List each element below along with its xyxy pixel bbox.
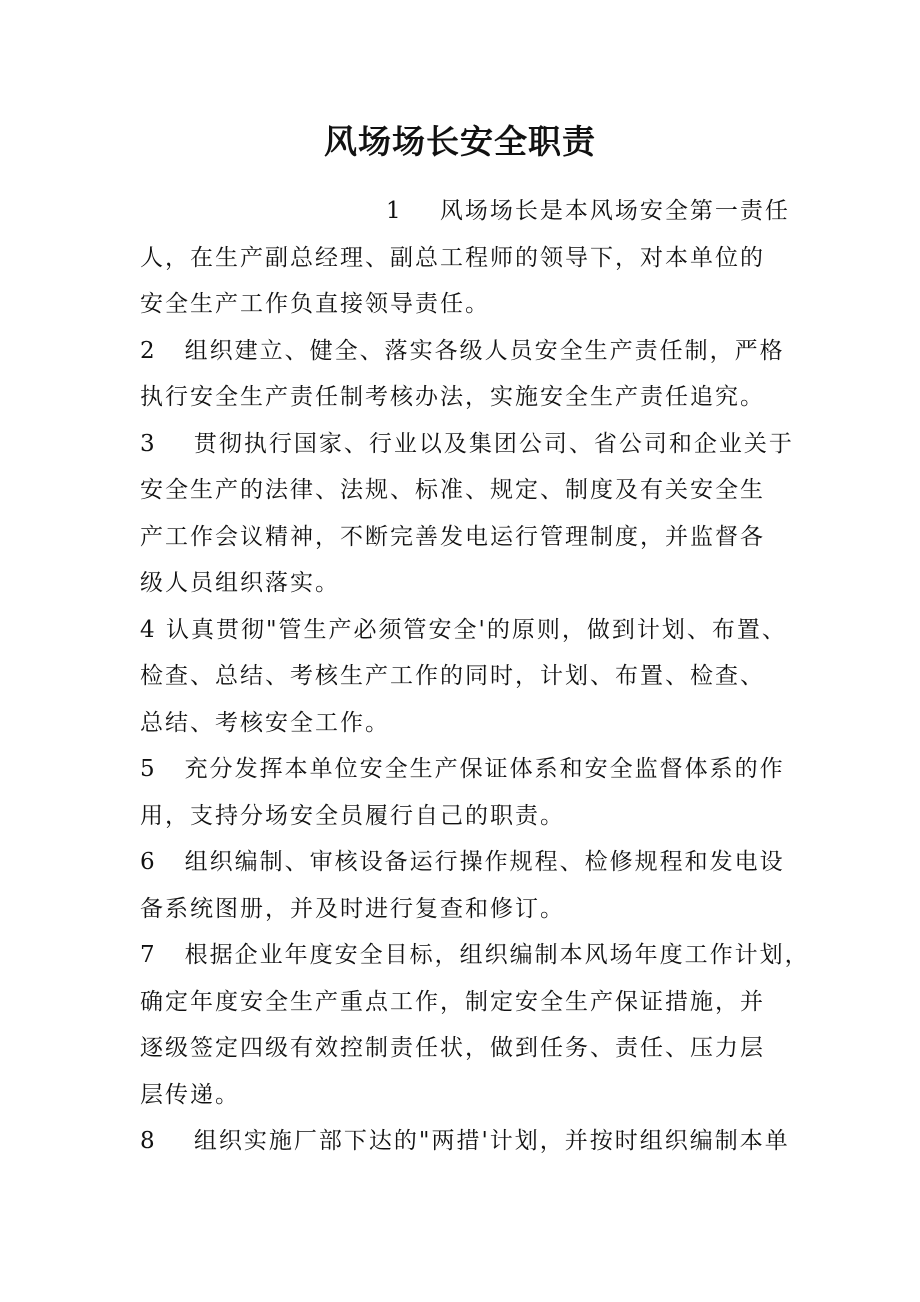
text-line: 产工作会议精神，不断完善发电运行管理制度，并监督各: [140, 523, 765, 550]
text-line: 3 贯彻执行国家、行业以及集团公司、省公司和企业关于: [140, 430, 794, 457]
text-line: 备系统图册，并及时进行复查和修订。: [140, 895, 565, 922]
text-line: 执行安全生产责任制考核办法，实施安全生产责任追究。: [140, 384, 765, 410]
text-line: 5 充分发挥本单位安全生产保证体系和安全监督体系的作: [140, 756, 785, 782]
text-line: 4 认真贯彻"管生产必须管安全'的原则，做到计划、布置、: [140, 616, 787, 643]
text-line: 总结、考核安全工作。: [140, 709, 390, 736]
text-line: 7 根据企业年度安全目标，组织编制本风场年度工作计划，: [140, 942, 810, 968]
text-line: 检查、总结、考核生产工作的同时，计划、布置、检查、: [140, 663, 765, 689]
text-line: 用，支持分场安全员履行自己的职责。: [140, 802, 565, 829]
text-line: 1 风场场长是本风场安全第一责任: [386, 198, 790, 224]
text-line: 6 组织编制、审核设备运行操作规程、检修规程和发电设: [140, 849, 785, 875]
text-line: 安全生产的法律、法规、标准、规定、制度及有关安全生: [140, 477, 765, 503]
text-line: 确定年度安全生产重点工作，制定安全生产保证措施，并: [140, 988, 765, 1015]
text-line: 8 组织实施厂部下达的"两措'计划，并按时组织编制本单: [140, 1128, 790, 1154]
text-line: 人，在生产副总经理、副总工程师的领导下，对本单位的: [140, 244, 765, 271]
text-line: 层传递。: [140, 1081, 240, 1108]
document-body: [140, 188, 810, 1165]
text-line: 安全生产工作负直接领导责任。: [140, 291, 490, 317]
text-line: 级人员组织落实。: [140, 570, 340, 596]
text-line: 2 组织建立、健全、落实各级人员安全生产责任制，严格: [140, 337, 785, 364]
text-line: 逐级签定四级有效控制责任状，做到任务、责任、压力层: [140, 1035, 765, 1061]
document-title: 风场场长安全职责: [324, 122, 596, 161]
